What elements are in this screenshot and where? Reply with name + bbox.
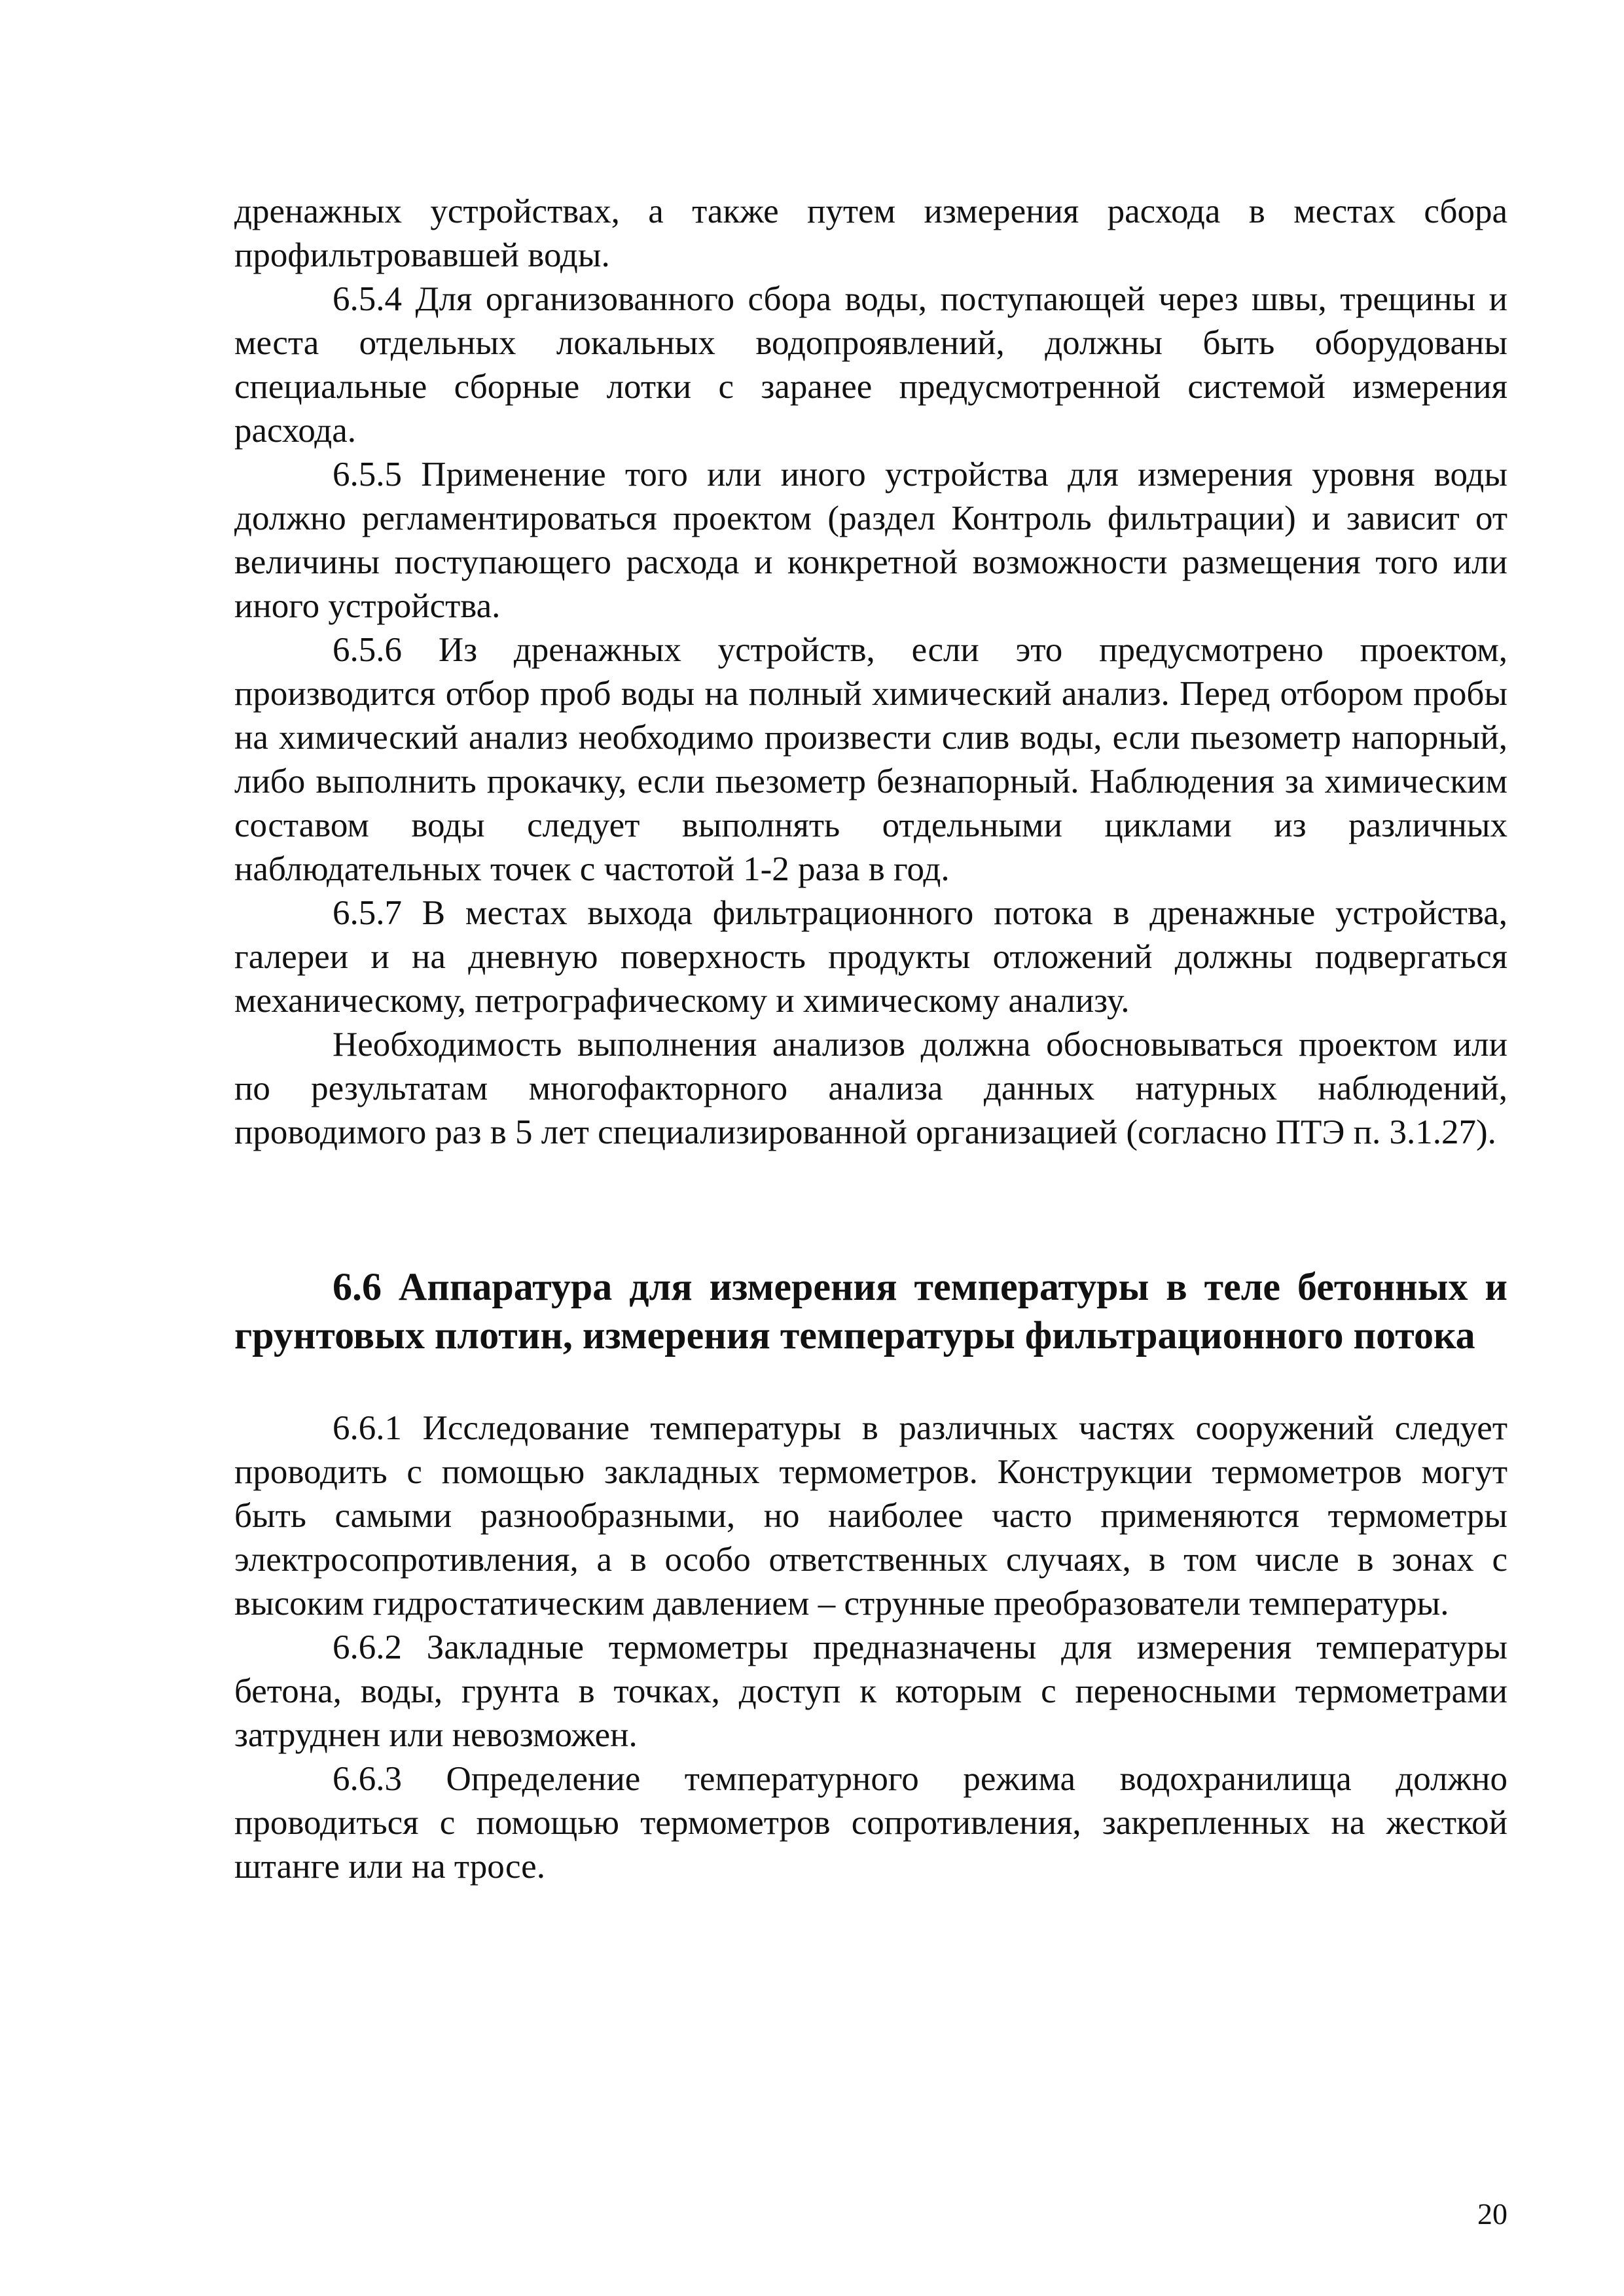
section-heading-6-6: 6.6 Аппаратура для измерения температуры в теле бетонных и грунтовых плотин, измерения температуры фильтрационного потока [234,1265,1507,1357]
paragraph-6-6-3: 6.6.3 Определение температурного режима водохранилища должно проводиться с помощью термометров сопротивления, закрепленных на жесткой штанге или на тросе. [234,1760,1507,1886]
paragraph-6-5-5: 6.5.5 Применение того или иного устройства для измерения уровня воды должно регламентироваться проектом (раздел Контроль фильтрации) и зависит от величины поступающего расхода и конкретной возможности размещения того или иного устройства. [234,456,1507,625]
paragraph-6-5-6: 6.5.6 Из дренажных устройств, если это предусмотрено проектом, производится отбор проб воды на полный химический анализ. Перед отбором пробы на химический анализ необходимо произвести слив воды, если пьезометр напорный, либо выполнить прокачку, если пьезометр безнапорный. Наблюдения за химическим составом воды следует выполнять отдельными циклами из различных наблюдательных точек с частотой 1-2 раза в год. [234,631,1507,888]
paragraph-6-6-1: 6.6.1 Исследование температуры в различных частях сооружений следует проводить с помощью закладных термометров. Конструкции термометров могут быть самыми разнообразными, но наиболее часто применяются термометры электросопротивления, а в особо ответственных случаях, в том числе в зонах с высоким гидростатическим давлением – струнные преобразователи температуры. [234,1409,1507,1623]
paragraph-analysis-necessity: Необходимость выполнения анализов должна обосновываться проектом или по результатам многофакторного анализа данных натурных наблюдений, проводимого раз в 5 лет специализированной организацией (согласно ПТЭ п. 3.1.27). [234,1026,1507,1151]
paragraph-6-6-2: 6.6.2 Закладные термометры предназначены для измерения температуры бетона, воды, грунта в точках, доступ к которым с переносными термометрами затруднен или невозможен. [234,1628,1507,1754]
paragraph-6-5-7: 6.5.7 В местах выхода фильтрационного потока в дренажные устройства, галереи и на дневную поверхность продукты отложений должны подвергаться механическому, петрографическому и химическому анализу. [234,894,1507,1020]
page-number: 20 [1477,2197,1507,2231]
paragraph-continuation: дренажных устройствах, а также путем измерения расхода в местах сбора профильтровавшей воды. [234,192,1507,274]
document-page [234,190,1507,1889]
paragraph-6-5-4: 6.5.4 Для организованного сбора воды, поступающей через швы, трещины и места отдельных локальных водопроявлений, должны быть оборудованы специальные сборные лотки с заранее предусмотренной системой измерения расхода. [234,280,1507,450]
